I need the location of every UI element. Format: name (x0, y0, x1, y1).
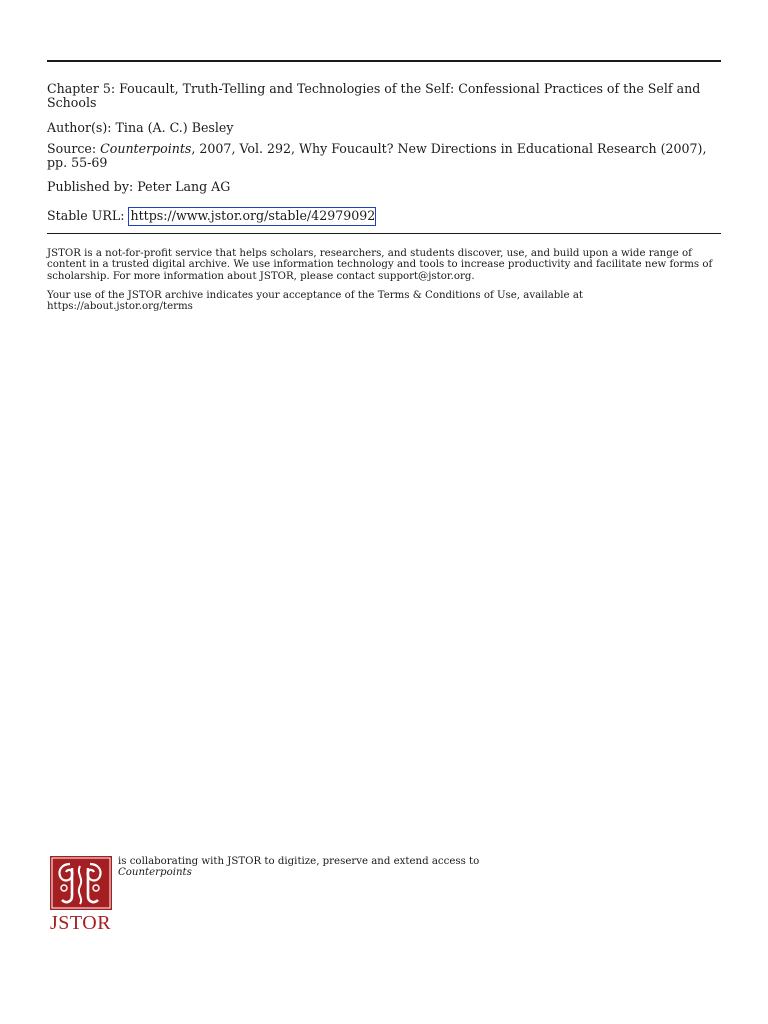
collaboration-journal: Counterpoints (118, 867, 192, 879)
author-label: Author(s): (47, 120, 112, 135)
chapter-title: Chapter 5: Foucault, Truth-Telling and Technologies of the Self: Confessional Practices of the Self and Schools (47, 81, 701, 110)
jstor-logo-icon (50, 856, 112, 910)
source-label: Source: (47, 141, 97, 156)
author-name: Tina (A. C.) Besley (115, 120, 234, 135)
stable-url-line (47, 207, 727, 226)
terms-notice: Your use of the JSTOR archive indicates your acceptance of the Terms & Conditions of Use, available at https://about.jstor.org/terms (47, 290, 583, 313)
publisher-name: Peter Lang AG (137, 179, 231, 194)
jstor-logo-text: JSTOR (50, 912, 112, 934)
stable-url-link[interactable]: https://www.jstor.org/stable/42979092 (128, 207, 376, 226)
jstor-logo (50, 856, 114, 934)
top-rule (47, 60, 721, 62)
publisher-line (47, 180, 727, 194)
source-line (47, 142, 727, 169)
source-journal: Counterpoints (100, 141, 192, 156)
collaboration-text: is collaborating with JSTOR to digitize, preserve and extend access to (118, 856, 480, 867)
divider-rule (47, 233, 721, 234)
publisher-label: Published by: (47, 179, 134, 194)
author-line (47, 121, 727, 135)
jstor-notice: JSTOR is a not-for-profit service that helps scholars, researchers, and students discover, use, and build upon a wide range of content in a trusted digital archive. We use information technology and tools to increase productivity and facilitate new forms of scholarship. For more information about JSTOR, please contact support@jstor.org. (47, 248, 713, 282)
source-details: , 2007, Vol. 292, Why Foucault? New Directions in Educational Research (2007), pp. 55-69 (47, 141, 707, 170)
stable-url-label: Stable URL: (47, 208, 125, 223)
collaboration-note (118, 856, 718, 878)
